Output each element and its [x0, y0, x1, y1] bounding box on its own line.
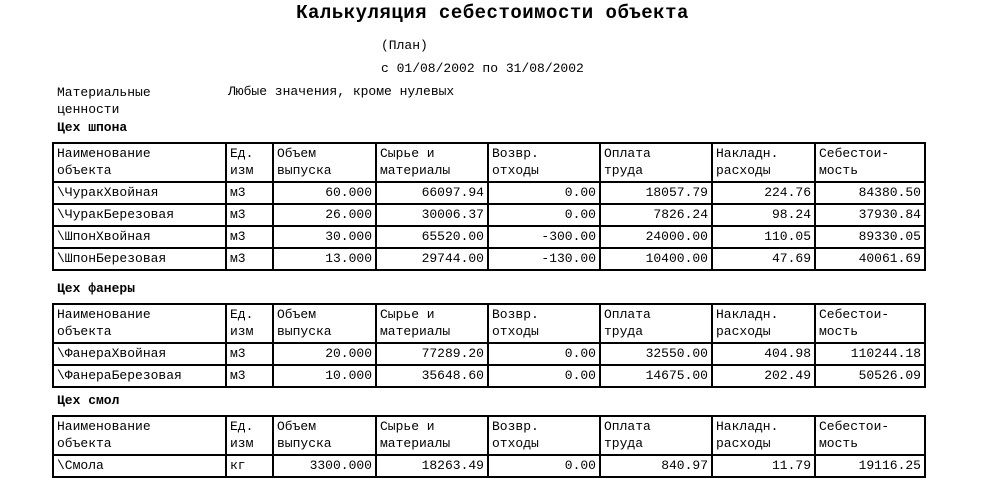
table-cell: \ЧуракХвойная	[53, 182, 226, 204]
column-header: Накладн. расходы	[712, 416, 815, 455]
plan-label: (План)	[381, 38, 428, 53]
filter-value: Любые значения, кроме нулевых	[228, 84, 455, 99]
column-header: Ед. изм	[226, 416, 273, 455]
table-cell: 66097.94	[376, 182, 488, 204]
table-cell: \ЧуракБерезовая	[53, 204, 226, 226]
column-header: Себестои- мость	[815, 304, 925, 343]
table-cell: 98.24	[712, 204, 815, 226]
table-header-row	[53, 143, 925, 182]
table-cell: 18057.79	[600, 182, 712, 204]
table-cell: 60.000	[273, 182, 376, 204]
table-header-row	[53, 416, 925, 455]
column-header: Наименование объекта	[53, 416, 226, 455]
table-cell: 202.49	[712, 365, 815, 387]
table-cell: 84380.50	[815, 182, 925, 204]
table-row	[53, 343, 925, 365]
table-cell: 224.76	[712, 182, 815, 204]
table-cell: 18263.49	[376, 455, 488, 477]
column-header: Оплата труда	[600, 416, 712, 455]
section-heading: Цех смол	[57, 393, 120, 408]
column-header: Сырье и материалы	[376, 304, 488, 343]
column-header: Ед. изм	[226, 304, 273, 343]
table-cell: 47.69	[712, 248, 815, 270]
table-cell: \ФанераБерезовая	[53, 365, 226, 387]
table-cell: 40061.69	[815, 248, 925, 270]
column-header: Ед. изм	[226, 143, 273, 182]
table-cell: 110244.18	[815, 343, 925, 365]
table-cell: 89330.05	[815, 226, 925, 248]
table-cell: м3	[226, 343, 273, 365]
table-row	[53, 226, 925, 248]
table-cell: -300.00	[488, 226, 600, 248]
column-header: Сырье и материалы	[376, 143, 488, 182]
column-header: Возвр. отходы	[488, 416, 600, 455]
table-cell: 0.00	[488, 343, 600, 365]
cost-table	[52, 303, 926, 388]
table-cell: м3	[226, 248, 273, 270]
table-cell: 14675.00	[600, 365, 712, 387]
column-header: Наименование объекта	[53, 304, 226, 343]
table-cell: 840.97	[600, 455, 712, 477]
table-cell: 11.79	[712, 455, 815, 477]
table-cell: м3	[226, 226, 273, 248]
column-header: Возвр. отходы	[488, 143, 600, 182]
column-header: Оплата труда	[600, 143, 712, 182]
table-cell: м3	[226, 182, 273, 204]
cost-table	[52, 415, 926, 478]
section-heading: Цех фанеры	[57, 281, 136, 296]
table-cell: кг	[226, 455, 273, 477]
table-cell: \ФанераХвойная	[53, 343, 226, 365]
table-cell: 26.000	[273, 204, 376, 226]
table-cell: 0.00	[488, 204, 600, 226]
column-header: Возвр. отходы	[488, 304, 600, 343]
table-row	[53, 455, 925, 477]
column-header: Наименование объекта	[53, 143, 226, 182]
cost-table	[52, 142, 926, 271]
table-cell: 24000.00	[600, 226, 712, 248]
report-period: с 01/08/2002 по 31/08/2002	[381, 61, 584, 76]
table-cell: 3300.000	[273, 455, 376, 477]
table-cell: 32550.00	[600, 343, 712, 365]
table-cell: 13.000	[273, 248, 376, 270]
table-cell: 19116.25	[815, 455, 925, 477]
table-row	[53, 248, 925, 270]
table-row	[53, 204, 925, 226]
table-row	[53, 182, 925, 204]
table-cell: 35648.60	[376, 365, 488, 387]
table-cell: 404.98	[712, 343, 815, 365]
report-title: Калькуляция себестоимости объекта	[296, 2, 689, 24]
table-cell: 0.00	[488, 455, 600, 477]
column-header: Объем выпуска	[273, 416, 376, 455]
column-header: Накладн. расходы	[712, 304, 815, 343]
section-heading: Цех шпона	[57, 120, 128, 135]
table-header-row	[53, 304, 925, 343]
table-cell: 110.05	[712, 226, 815, 248]
column-header: Оплата труда	[600, 304, 712, 343]
column-header: Себестои- мость	[815, 416, 925, 455]
table-cell: 30.000	[273, 226, 376, 248]
filter-label: Материальные ценности	[57, 85, 151, 117]
table-cell: 10.000	[273, 365, 376, 387]
table-cell: 0.00	[488, 365, 600, 387]
table-cell: 37930.84	[815, 204, 925, 226]
table-cell: 0.00	[488, 182, 600, 204]
table-cell: 29744.00	[376, 248, 488, 270]
table-cell: 20.000	[273, 343, 376, 365]
table-cell: 65520.00	[376, 226, 488, 248]
table-cell: 77289.20	[376, 343, 488, 365]
table-cell: 7826.24	[600, 204, 712, 226]
table-cell: м3	[226, 365, 273, 387]
table-cell: -130.00	[488, 248, 600, 270]
table-cell: \ШпонХвойная	[53, 226, 226, 248]
column-header: Объем выпуска	[273, 304, 376, 343]
table-cell: 30006.37	[376, 204, 488, 226]
column-header: Накладн. расходы	[712, 143, 815, 182]
table-cell: 50526.09	[815, 365, 925, 387]
column-header: Сырье и материалы	[376, 416, 488, 455]
table-cell: м3	[226, 204, 273, 226]
column-header: Объем выпуска	[273, 143, 376, 182]
table-cell: \Смола	[53, 455, 226, 477]
column-header: Себестои- мость	[815, 143, 925, 182]
table-cell: \ШпонБерезовая	[53, 248, 226, 270]
table-cell: 10400.00	[600, 248, 712, 270]
table-row	[53, 365, 925, 387]
